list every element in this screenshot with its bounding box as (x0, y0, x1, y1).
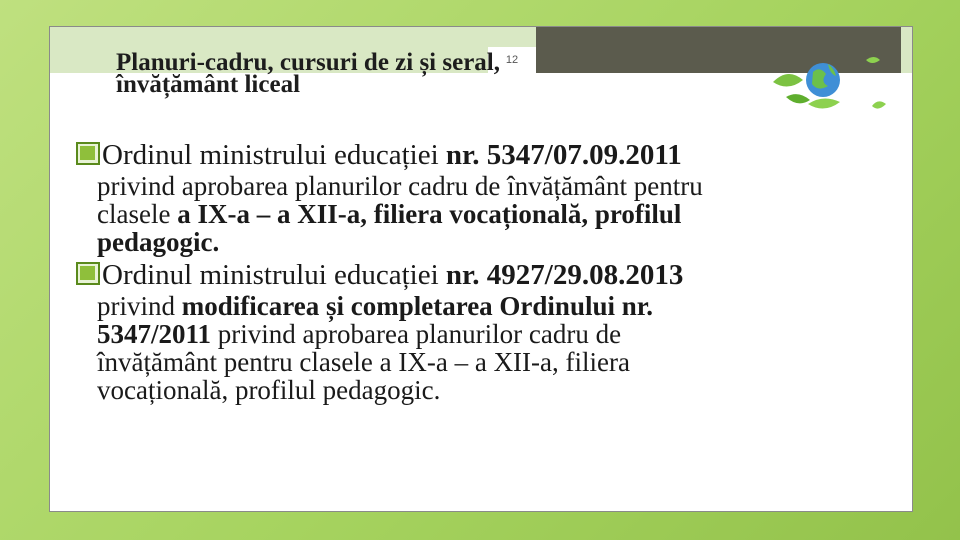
globe-leaves-icon (768, 52, 888, 122)
slide-title (116, 49, 636, 98)
title-line-1: Planuri-cadru, cursuri de zi și seral, (116, 49, 500, 76)
bullet-lead: Ordinul ministrului educației (102, 139, 446, 171)
checkbox-icon (76, 262, 100, 285)
bullet-lead: Ordinul ministrului educației (102, 259, 446, 291)
bullet-item (97, 258, 857, 404)
title-line-2: învățământ liceal (116, 71, 301, 98)
bullet-text: privind aprobarea planurilor cadru de învățământ pentru clasele a IX-a – a XII-a, filiera vocațională, profilul pedagogic. (97, 171, 703, 257)
bullet-text: privind modificarea și completarea Ordinului nr. 5347/2011 privind aprobarea planurilor cadru de învățământ pentru clasele a IX-a – a XII-a, filiera vocațională, profilul pedagogic. (97, 291, 653, 405)
order-number: nr. 4927/29.08.2013 (445, 259, 684, 291)
slide-number: 12 (488, 47, 536, 73)
bullet-item (97, 138, 857, 256)
checkbox-icon (76, 142, 100, 165)
slide-body (97, 138, 857, 404)
order-number: nr. 5347/07.09.2011 (445, 139, 682, 171)
